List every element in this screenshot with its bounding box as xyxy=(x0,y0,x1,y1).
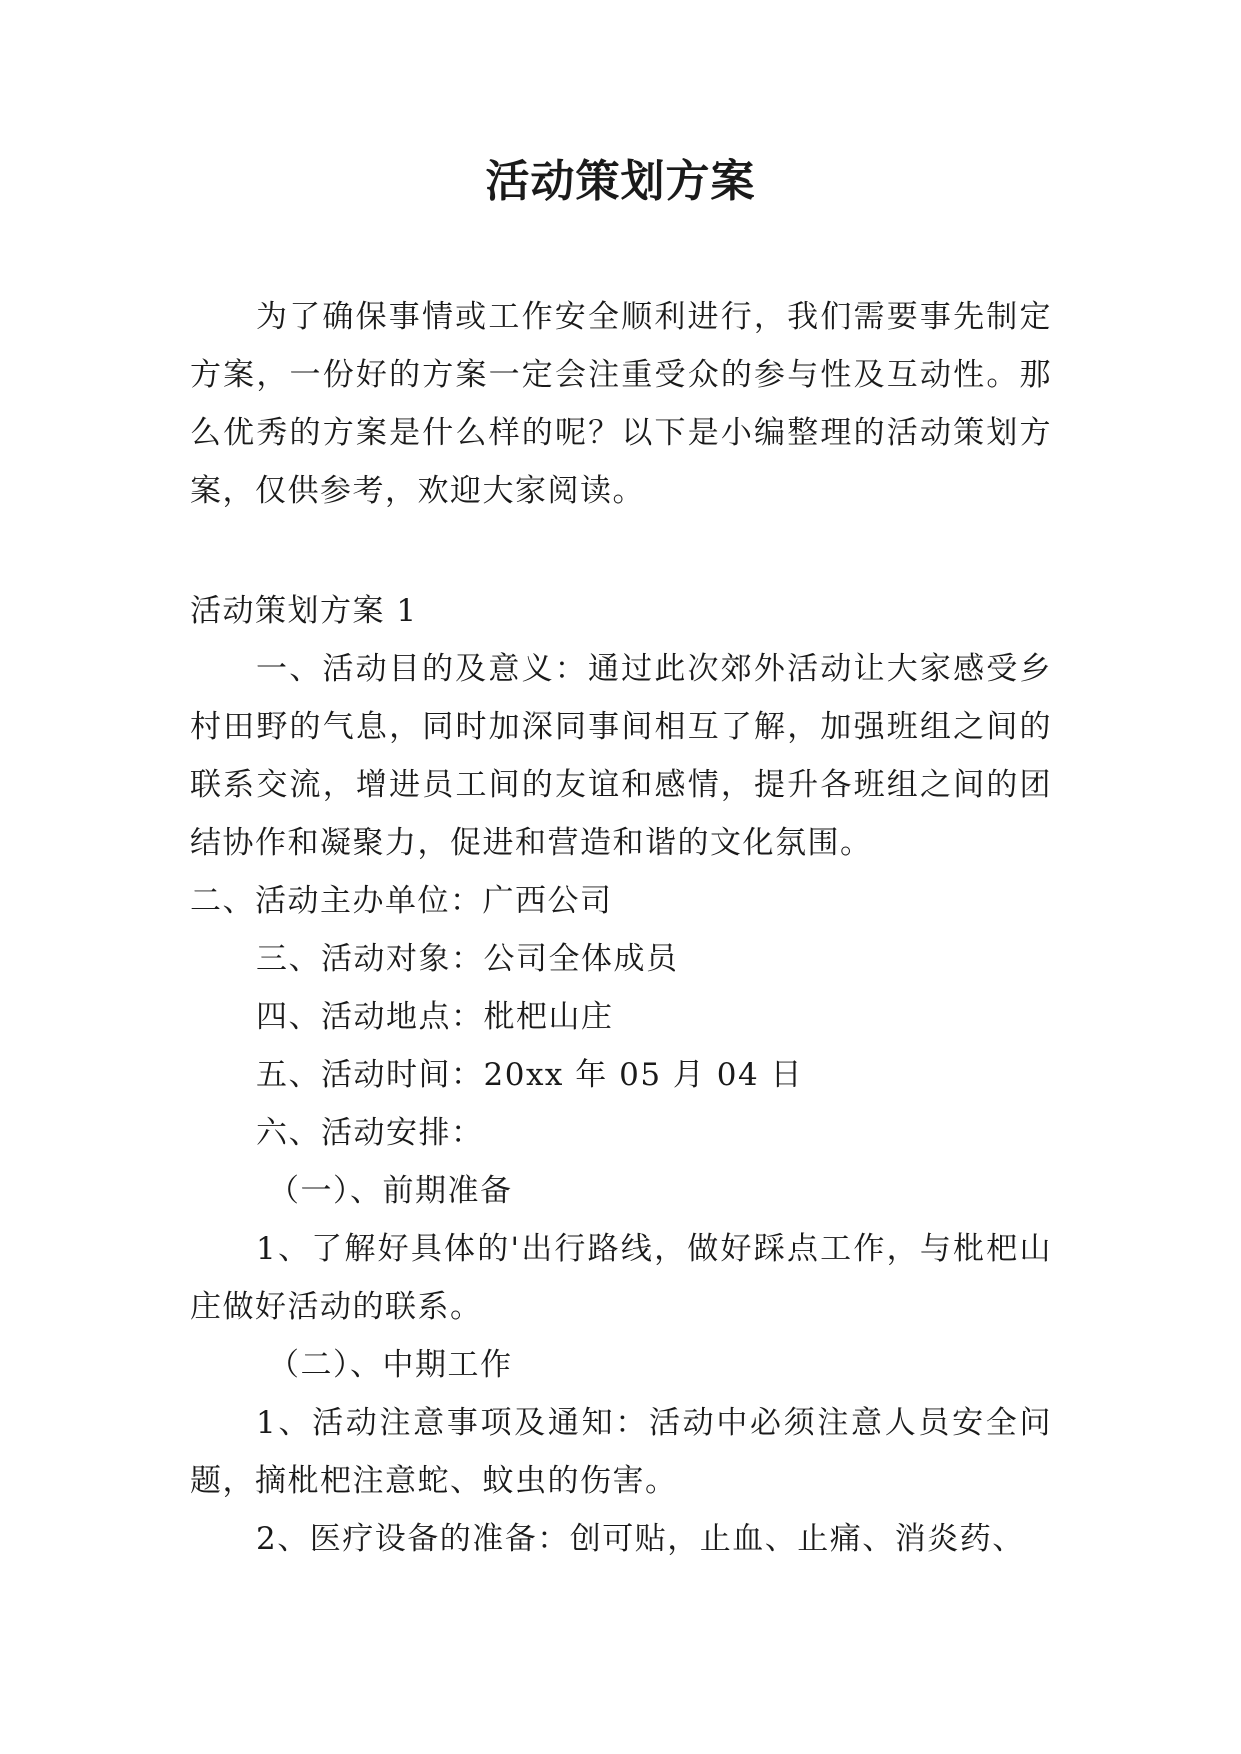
organizer-line: 二、活动主办单位：广西公司 xyxy=(190,883,613,919)
intro-paragraph: 为了确保事情或工作安全顺利进行，我们需要事先制定方案，一份好的方案一定会注重受众的参与性及互动性。那么优秀的方案是什么样的呢？以下是小编整理的活动策划方案，仅供参考，欢迎大家阅读。 xyxy=(190,299,1052,509)
time-line: 五、活动时间：20xx 年 05 月 04 日 xyxy=(256,1057,804,1093)
phase1-heading: （一）、前期准备 xyxy=(268,1173,513,1209)
section-heading: 活动策划方案 1 xyxy=(190,593,418,629)
phase1-item1-paragraph: 1、了解好具体的'出行路线，做好踩点工作，与枇杷山庄做好活动的联系。 xyxy=(190,1231,1052,1325)
phase2-item1-paragraph: 1、活动注意事项及通知：活动中必须注意人员安全问题，摘枇杷注意蛇、蚊虫的伤害。 xyxy=(190,1405,1052,1499)
phase2-heading: （二）、中期工作 xyxy=(268,1347,513,1383)
purpose-paragraph: 一、活动目的及意义：通过此次郊外活动让大家感受乡村田野的气息，同时加深同事间相互了解，加强班组之间的联系交流，增进员工间的友谊和感情，提升各班组之间的团结协作和凝聚力，促进和营造和谐的文化氛围。 xyxy=(190,651,1052,861)
document-body xyxy=(190,288,1052,1568)
document-title: 活动策划方案 xyxy=(485,156,756,207)
participants-line: 三、活动对象：公司全体成员 xyxy=(256,941,679,977)
arrangement-line: 六、活动安排： xyxy=(256,1115,484,1151)
location-line: 四、活动地点：枇杷山庄 xyxy=(256,999,614,1035)
phase2-item2-line: 2、医疗设备的准备：创可贴，止血、止痛、消炎药、 xyxy=(256,1521,1025,1557)
